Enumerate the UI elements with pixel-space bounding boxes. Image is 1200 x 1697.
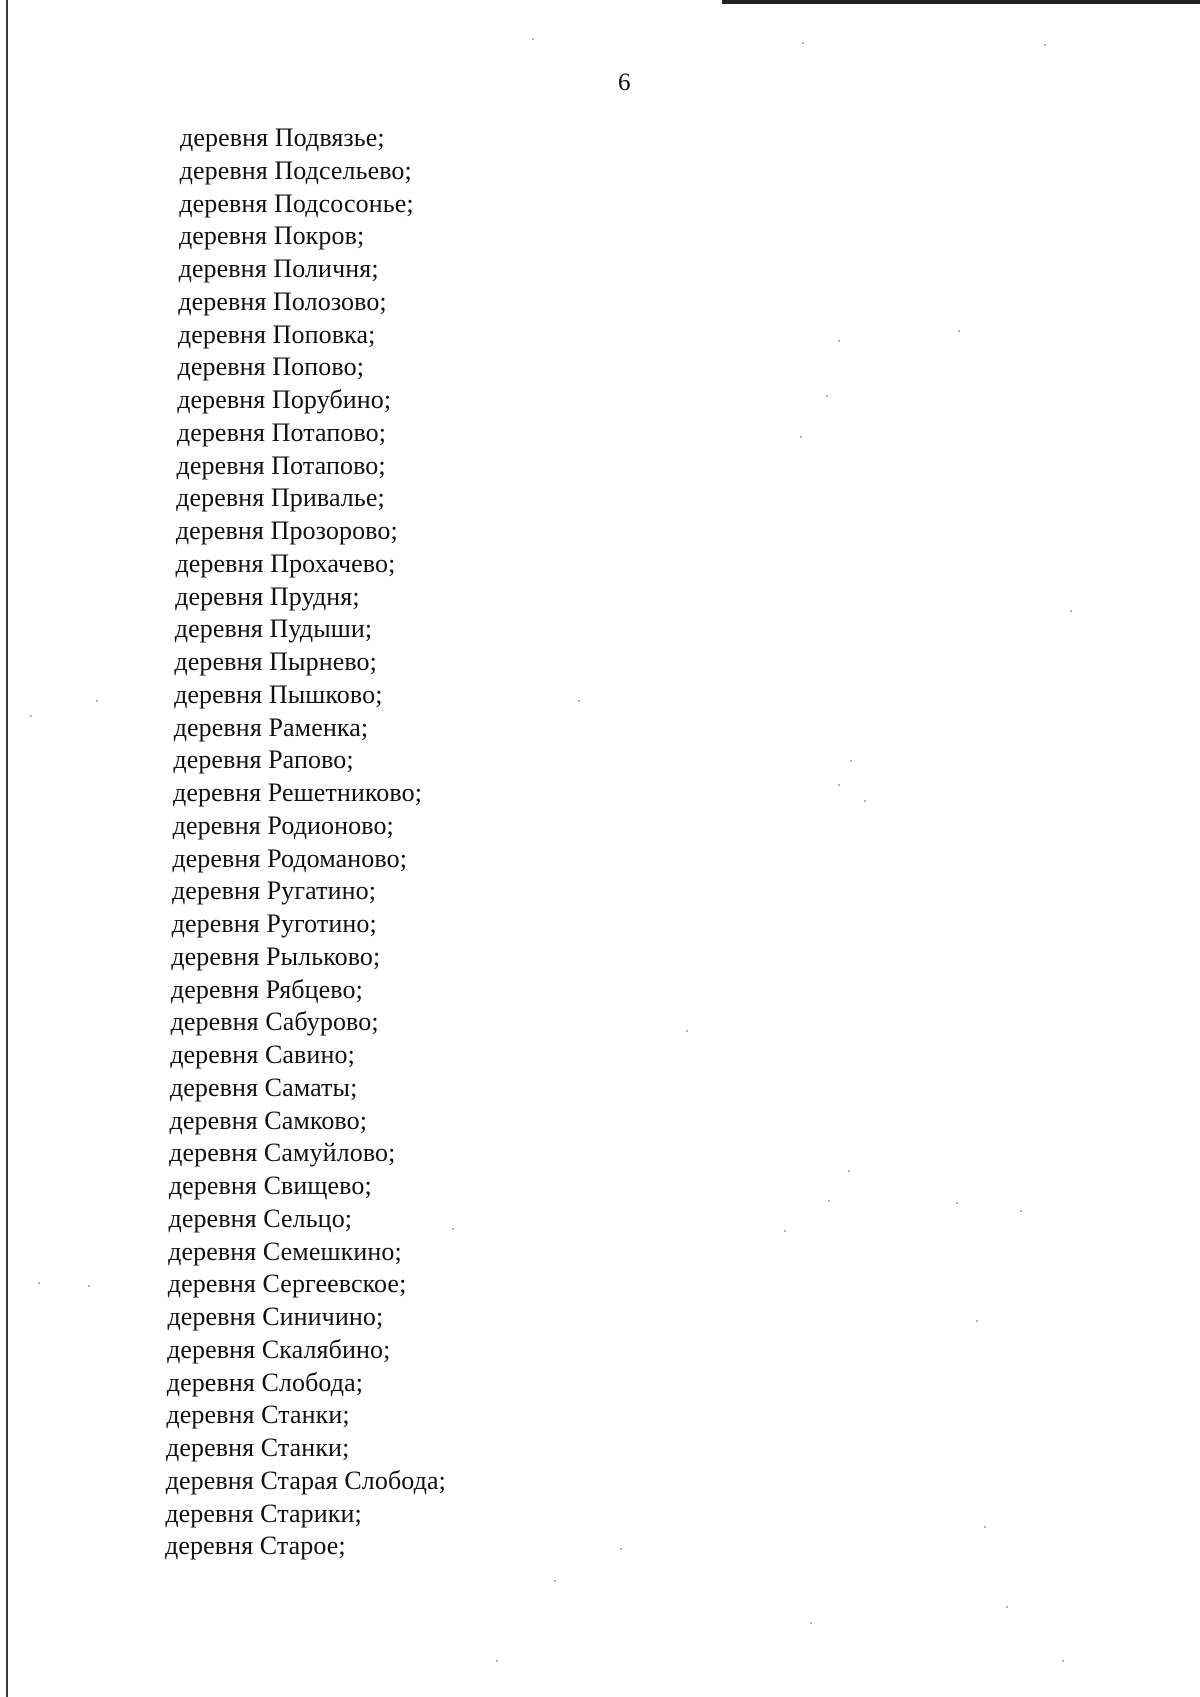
- village-entry: деревня Рапово;: [173, 745, 354, 775]
- village-entry: деревня Ругатино;: [171, 876, 377, 906]
- village-entry: деревня Слобода;: [166, 1367, 364, 1397]
- village-entry: деревня Синичино;: [167, 1302, 384, 1331]
- village-entry: деревня Подсосонье;: [179, 188, 414, 218]
- village-entry: деревня Поповка;: [177, 319, 376, 349]
- village-entry: деревня Рябцево;: [170, 974, 363, 1004]
- village-entry: деревня Пырнево;: [174, 647, 377, 676]
- village-entry: деревня Пышково;: [174, 679, 383, 709]
- village-entry: деревня Саматы;: [169, 1072, 358, 1102]
- village-entry: деревня Старая Слобода;: [165, 1465, 446, 1495]
- village-entry: деревня Порубино;: [177, 385, 392, 414]
- village-entry: деревня Сабурово;: [170, 1007, 379, 1037]
- scan-top-edge: [722, 0, 1200, 4]
- village-entry: деревня Сельцо;: [168, 1203, 353, 1233]
- village-entry: деревня Привалье;: [176, 483, 385, 513]
- village-entry: деревня Сергеевское;: [167, 1269, 407, 1299]
- village-entry: деревня Самково;: [169, 1105, 368, 1135]
- page-number: 6: [618, 69, 631, 96]
- village-entry: деревня Прозорово;: [175, 516, 398, 545]
- village-entry: деревня Подвязье;: [180, 123, 385, 152]
- village-entry: деревня Самуйлово;: [169, 1138, 396, 1168]
- village-entry: деревня Попово;: [177, 352, 365, 382]
- village-entry: деревня Раменка;: [173, 712, 369, 742]
- village-entry: деревня Прохачево;: [175, 548, 396, 578]
- village-entry: деревня Пудыши;: [174, 614, 373, 644]
- village-entry: деревня Савино;: [170, 1040, 355, 1069]
- scan-left-edge: [6, 0, 8, 1697]
- village-entry: деревня Прудня;: [175, 581, 360, 611]
- village-entry: деревня Поличня;: [178, 254, 379, 283]
- village-entry: деревня Решетниково;: [173, 778, 423, 807]
- village-entry: деревня Покров;: [178, 221, 365, 251]
- village-entry: деревня Родионово;: [172, 810, 394, 840]
- village-entry: деревня Семешкино;: [168, 1236, 402, 1266]
- village-entry: деревня Станки;: [166, 1433, 350, 1462]
- village-entry: деревня Старики;: [165, 1498, 362, 1528]
- village-entry: деревня Свищево;: [168, 1171, 372, 1200]
- village-entry: деревня Рыльково;: [171, 941, 381, 971]
- village-entry: деревня Руготино;: [171, 909, 377, 938]
- village-entry: деревня Станки;: [166, 1400, 350, 1430]
- village-entry: деревня Полозово;: [178, 286, 387, 316]
- village-entry: деревня Потапово;: [176, 417, 387, 447]
- village-entry: деревня Старое;: [165, 1531, 346, 1561]
- village-entry: деревня Подсельево;: [179, 155, 412, 185]
- village-entry: деревня Родоманово;: [172, 843, 408, 873]
- village-entry: деревня Скалябино;: [167, 1334, 391, 1364]
- village-entry: деревня Потапово;: [176, 450, 386, 480]
